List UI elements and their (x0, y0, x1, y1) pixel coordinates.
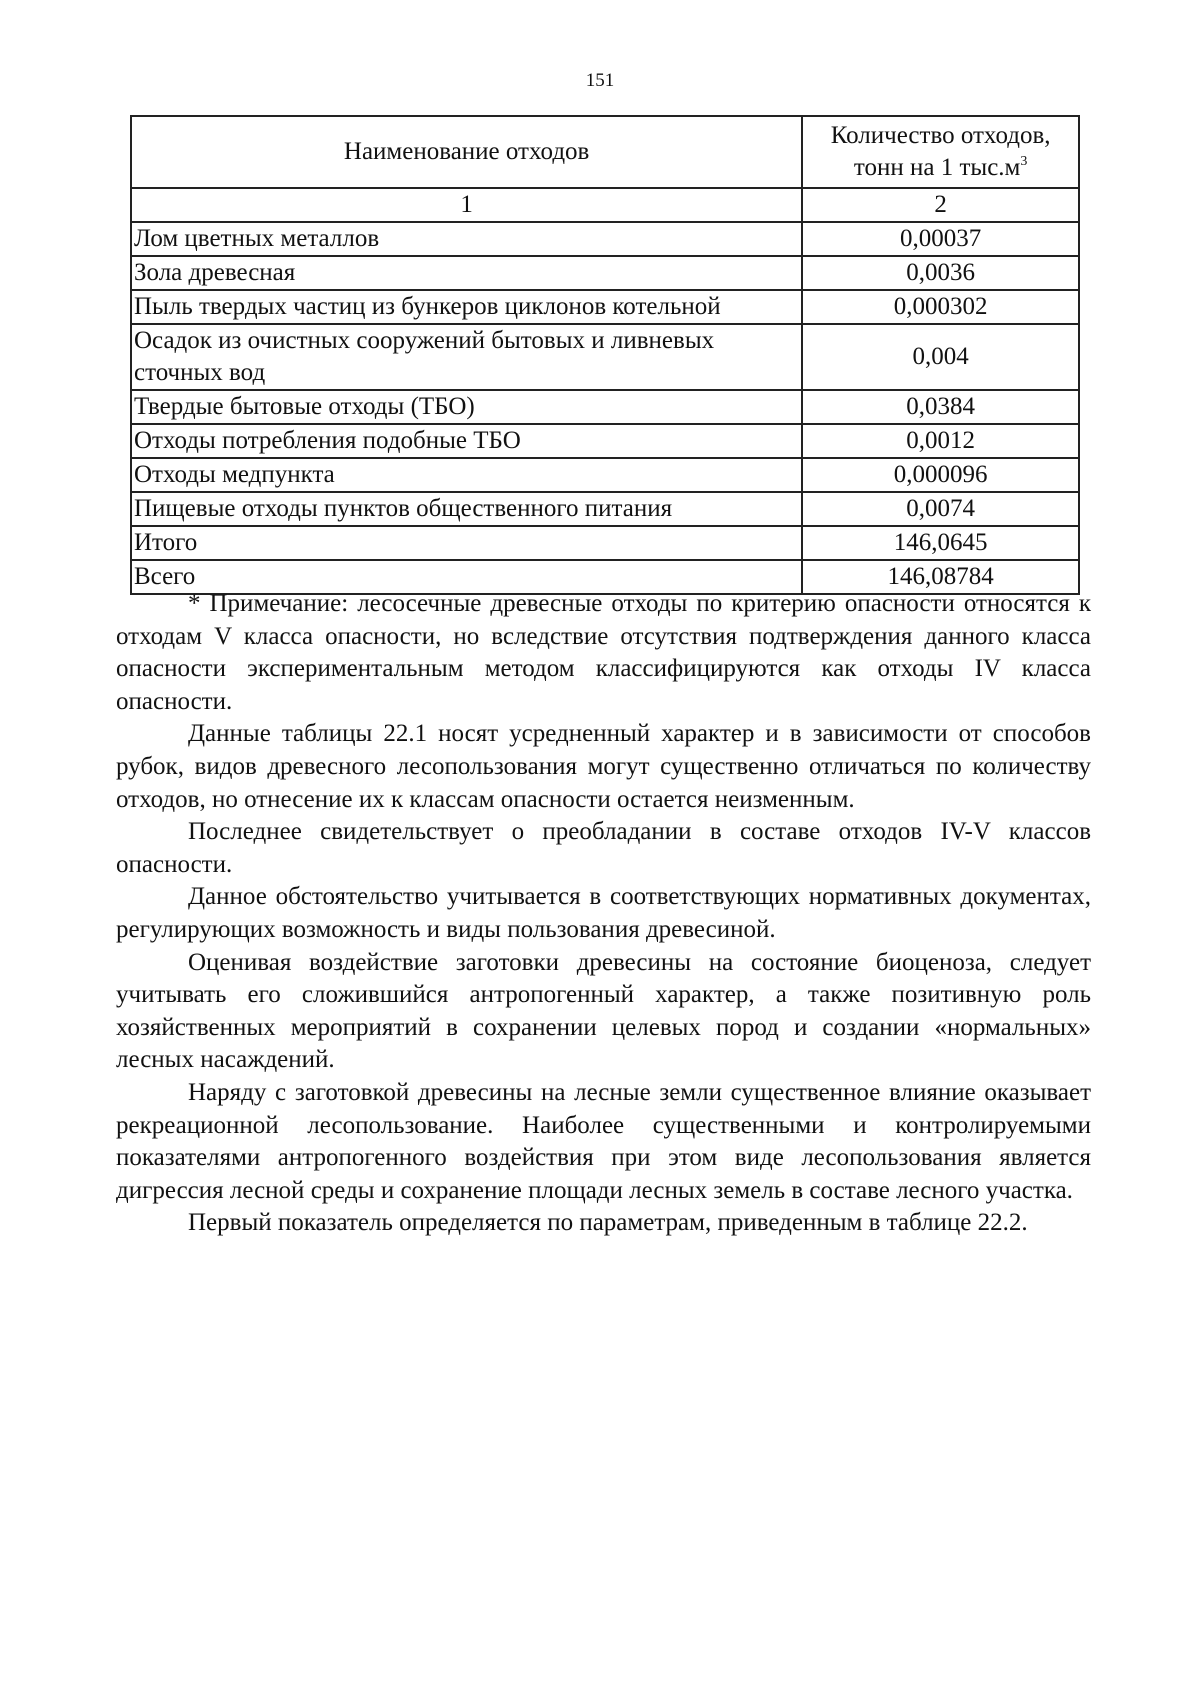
paragraph: Наряду с заготовкой древесины на лесные земли существенное влияние оказывает рекреационной лесопользование. Наиболее существенными и контролируемыми показателями антропогенного воздействия при этом виде лесопользования является дигрессия лесной среды и сохранение площади лесных земель в составе лесного участка. (116, 1078, 1091, 1204)
header-waste-name: Наименование отходов (131, 116, 802, 188)
waste-value-cell: 0,0384 (802, 390, 1079, 424)
paragraph: Данное обстоятельство учитывается в соответствующих нормативных документах, регулирующих возможность и виды пользования древесиной. (116, 883, 1091, 943)
body-text (116, 588, 1091, 1240)
header-qty-sup: 3 (1020, 154, 1028, 169)
table-header-row (131, 116, 1079, 188)
waste-name-cell: Пыль твердых частиц из бункеров циклонов котельной (131, 290, 802, 324)
column-number-1: 1 (131, 188, 802, 222)
table-row (131, 256, 1079, 290)
waste-value-cell: 0,0036 (802, 256, 1079, 290)
table-row (131, 390, 1079, 424)
page-number: 151 (585, 70, 615, 91)
paragraph: Последнее свидетельствует о преобладании в составе отходов IV-V классов опасности. (116, 818, 1091, 878)
paragraph: Оценивая воздействие заготовки древесины на состояние биоценоза, следует учитывать его сложившийся антропогенный характер, а также позитивную роль хозяйственных мероприятий в сохранении целевых пород и создании «нормальных» лесных насаждений. (116, 948, 1091, 1074)
table-row (131, 324, 1079, 390)
waste-value-cell: 0,00037 (802, 222, 1079, 256)
waste-table (130, 115, 1080, 595)
waste-name-cell: Зола древесная (131, 256, 802, 290)
table-row (131, 458, 1079, 492)
waste-name-cell: Твердые бытовые отходы (ТБО) (131, 390, 802, 424)
table-row (131, 492, 1079, 526)
header-qty-line2: тонн на 1 тыс.м (853, 154, 1021, 181)
table-row (131, 424, 1079, 458)
waste-value-cell: 146,0645 (802, 526, 1079, 560)
header-waste-quantity (802, 116, 1079, 188)
column-number-2: 2 (802, 188, 1079, 222)
table-row (131, 222, 1079, 256)
waste-value-cell: 0,0074 (802, 492, 1079, 526)
note-paragraph: * Примечание: лесосечные древесные отходы по критерию опасности относятся к отходам V класса опасности, но вследствие отсутствия подтверждения данного класса опасности экспериментальным методом классифицируются как отходы IV класса опасности. (116, 590, 1091, 715)
waste-value-cell: 0,000096 (802, 458, 1079, 492)
waste-name-cell: Пищевые отходы пунктов общественного питания (131, 492, 802, 526)
waste-name-cell: Лом цветных металлов (131, 222, 802, 256)
waste-name-cell: Итого (131, 526, 802, 560)
waste-value-cell: 0,000302 (802, 290, 1079, 324)
paragraph: Данные таблицы 22.1 носят усредненный характер и в зависимости от способов рубок, видов древесного лесопользования могут существенно отличаться по количеству отходов, но отнесение их к классам опасности остается неизменным. (116, 720, 1091, 813)
waste-value-cell: 0,0012 (802, 424, 1079, 458)
waste-name-cell: Отходы медпункта (131, 458, 802, 492)
header-qty-line1: Количество отходов, (830, 122, 1051, 149)
waste-value-cell: 146,08784 (802, 560, 1079, 594)
waste-value-cell: 0,004 (802, 324, 1079, 390)
paragraph: Первый показатель определяется по параметрам, приведенным в таблице 22.2. (188, 1209, 1028, 1237)
table-row (131, 290, 1079, 324)
table-row-subtotal (131, 526, 1079, 560)
waste-name-cell: Осадок из очистных сооружений бытовых и ливневых сточных вод (131, 324, 802, 390)
waste-name-cell: Отходы потребления подобные ТБО (131, 424, 802, 458)
waste-name-cell: Всего (131, 560, 802, 594)
column-number-row (131, 188, 1079, 222)
